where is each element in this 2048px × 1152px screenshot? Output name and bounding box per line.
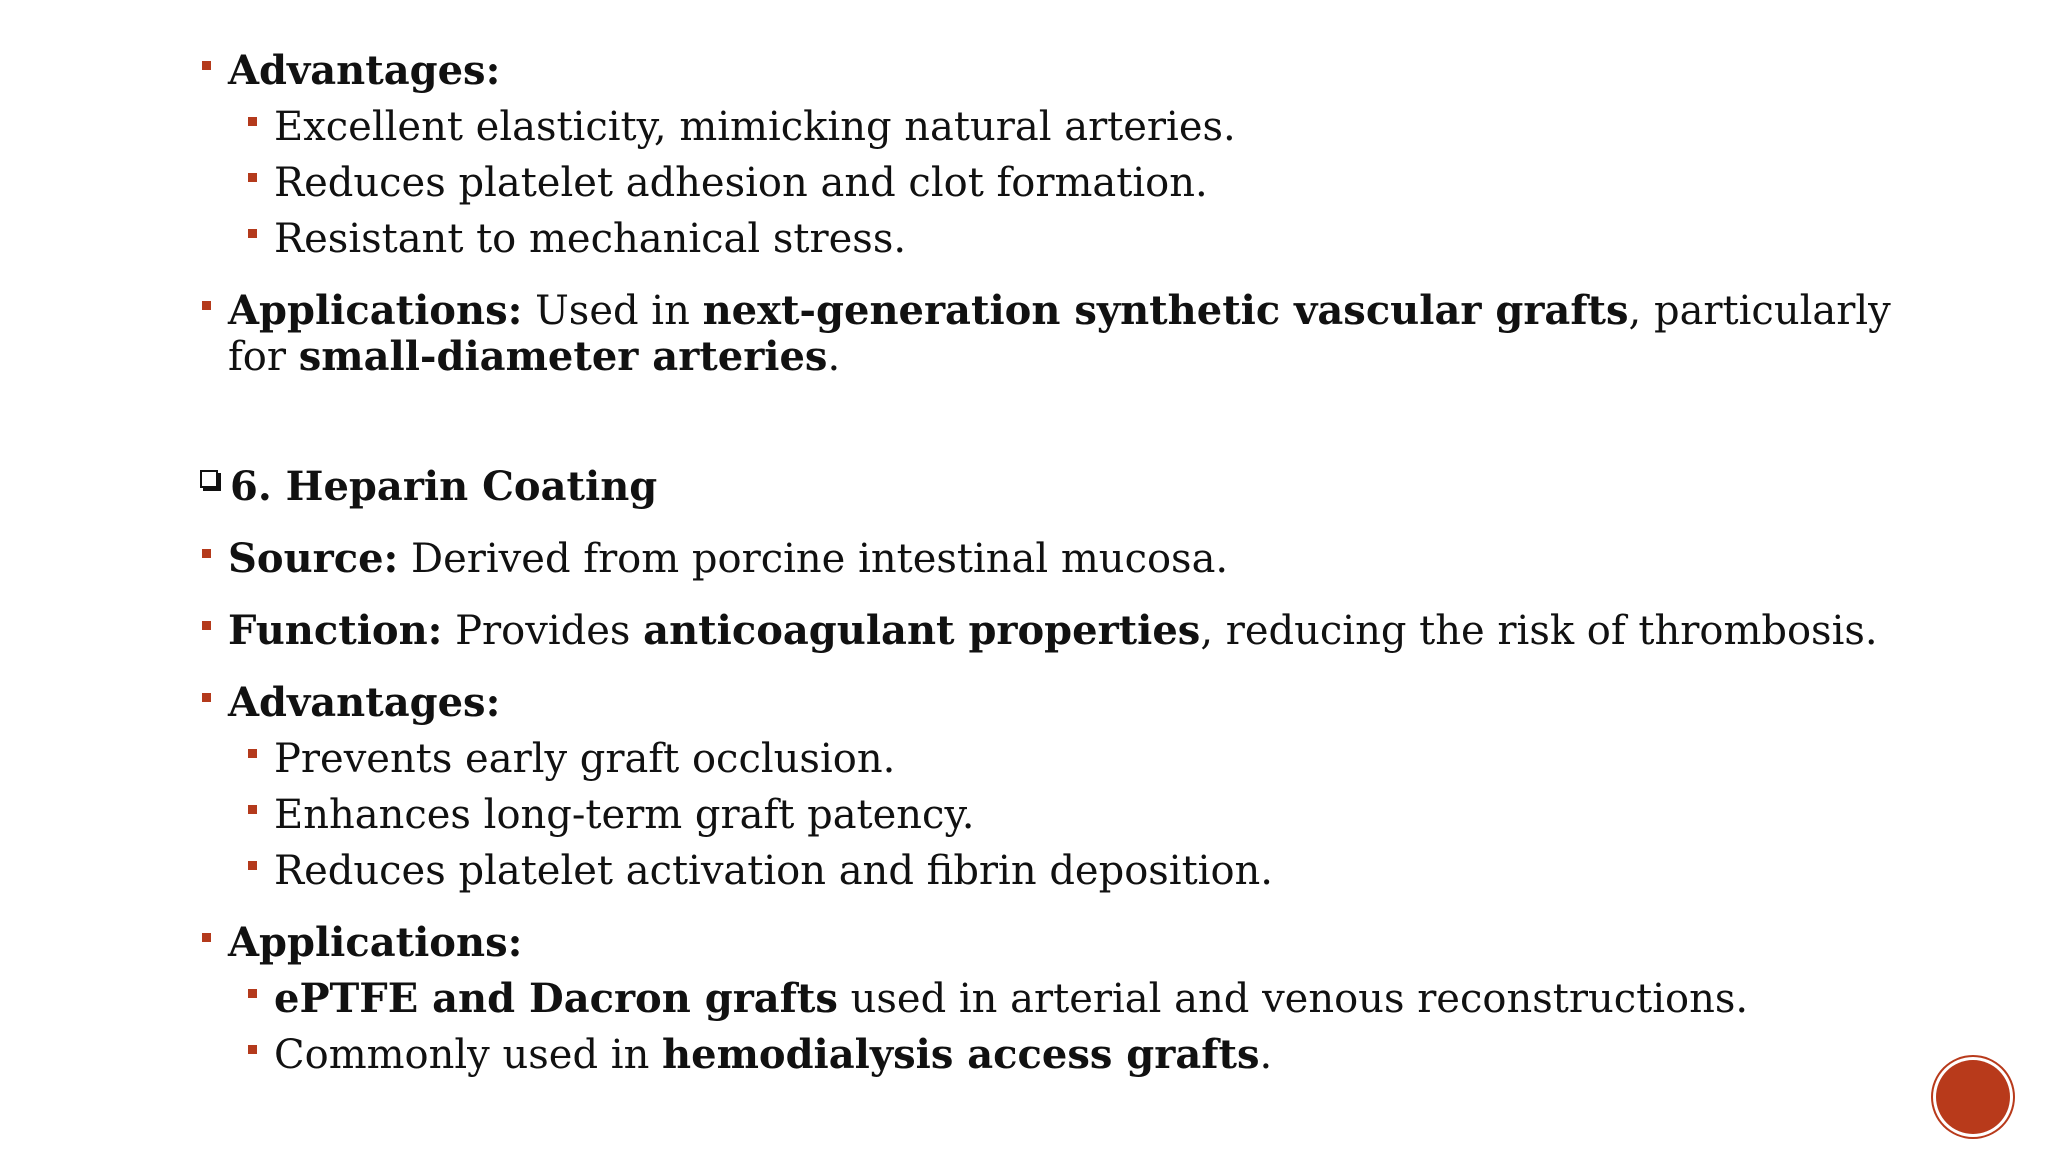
function-label: Function:	[228, 607, 443, 654]
square-bullet-icon	[202, 933, 211, 942]
advantage-text: Reduces platelet activation and fibrin deposition.	[274, 848, 1274, 894]
source-text: Derived from porcine intestinal mucosa.	[398, 536, 1229, 582]
applications-text: , particularly for	[228, 288, 1891, 380]
square-bullet-icon	[248, 749, 257, 758]
applications-text: .	[827, 334, 841, 380]
section-heading	[200, 464, 1900, 510]
square-bullet-icon	[202, 549, 211, 558]
advantages-item	[200, 48, 1900, 94]
advantage-subitem	[200, 216, 1900, 262]
function-text: Provides	[442, 608, 644, 654]
applications-label: Applications:	[228, 919, 523, 966]
applications-text: Used in	[522, 288, 703, 334]
application-text: Commonly used in	[274, 1032, 663, 1078]
applications-emphasis: small-diameter arteries	[298, 333, 828, 380]
advantages-label: Advantages:	[228, 679, 501, 726]
square-bullet-icon	[248, 1045, 257, 1054]
advantage-text: Resistant to mechanical stress.	[274, 216, 907, 262]
square-bullet-icon	[248, 173, 257, 182]
application-text: used in arterial and venous reconstructions.	[837, 976, 1749, 1022]
source-item	[200, 536, 1900, 582]
advantage-subitem	[200, 104, 1900, 150]
application-subitem	[200, 1032, 1900, 1078]
function-item	[200, 608, 1900, 654]
advantage-subitem	[200, 792, 1900, 838]
application-text: .	[1259, 1032, 1273, 1078]
application-subitem	[200, 976, 1900, 1022]
square-bullet-icon	[248, 117, 257, 126]
square-bullet-icon	[202, 61, 211, 70]
square-bullet-icon	[248, 805, 257, 814]
advantage-text: Excellent elasticity, mimicking natural arteries.	[274, 104, 1236, 150]
applications-item	[200, 920, 1900, 966]
advantage-text: Prevents early graft occlusion.	[274, 736, 896, 782]
function-text: , reducing the risk of thrombosis.	[1200, 608, 1878, 654]
function-emphasis: anticoagulant properties	[643, 607, 1201, 654]
source-label: Source:	[228, 535, 399, 582]
advantages-label: Advantages:	[228, 47, 501, 94]
slide-badge-circle	[1936, 1060, 2010, 1134]
application-emphasis: hemodialysis access grafts	[662, 1031, 1260, 1078]
advantage-subitem	[200, 160, 1900, 206]
square-bullet-icon	[248, 229, 257, 238]
square-bullet-icon	[202, 301, 211, 310]
applications-label: Applications:	[228, 287, 523, 334]
section-title: 6. Heparin Coating	[230, 463, 658, 510]
advantage-text: Reduces platelet adhesion and clot formation.	[274, 160, 1208, 206]
square-bullet-icon	[248, 989, 257, 998]
square-bullet-icon	[248, 861, 257, 870]
applications-emphasis: next-generation synthetic vascular grafts	[702, 287, 1629, 334]
square-bullet-icon	[202, 621, 211, 630]
advantage-text: Enhances long-term graft patency.	[274, 792, 975, 838]
applications-item	[200, 288, 1900, 380]
hollow-square-bullet-icon	[200, 470, 218, 488]
advantages-item	[200, 680, 1900, 726]
application-emphasis: ePTFE and Dacron grafts	[274, 975, 838, 1022]
advantage-subitem	[200, 848, 1900, 894]
advantage-subitem	[200, 736, 1900, 782]
slide-content	[200, 48, 1900, 1078]
square-bullet-icon	[202, 693, 211, 702]
